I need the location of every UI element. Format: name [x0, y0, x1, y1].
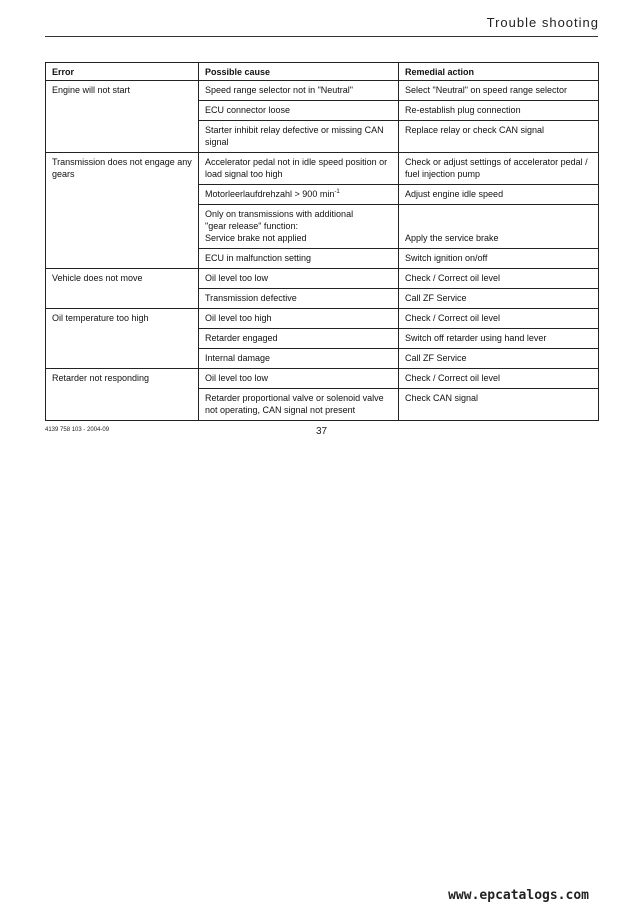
cause-cell: [199, 185, 399, 205]
action-cell: Check / Correct oil level: [399, 369, 599, 389]
action-cell: Apply the service brake: [399, 205, 599, 249]
cause-text: Motorleerlaufdrehzahl > 900 min: [205, 189, 335, 199]
table-row: [46, 369, 599, 389]
document-number: 4139 758 103 - 2004-09: [45, 427, 110, 433]
cause-cell: Accelerator pedal not in idle speed position or load signal too high: [199, 153, 399, 185]
cause-line: Only on transmissions with additional: [205, 209, 354, 219]
action-cell: Select "Neutral" on speed range selector: [399, 81, 599, 101]
error-cell: Engine will not start: [46, 81, 199, 153]
cause-line: Service brake not applied: [205, 233, 307, 243]
action-cell: Re-establish plug connection: [399, 101, 599, 121]
cause-cell: Oil level too high: [199, 309, 399, 329]
cause-cell: Retarder proportional valve or solenoid valve not operating, CAN signal not present: [199, 389, 399, 421]
error-cell: Vehicle does not move: [46, 269, 199, 309]
troubleshooting-table: [45, 62, 599, 421]
cause-cell: ECU in malfunction setting: [199, 249, 399, 269]
action-cell: Call ZF Service: [399, 289, 599, 309]
error-cell: Transmission does not engage any gears: [46, 153, 199, 269]
watermark-url: www.epcatalogs.com: [448, 888, 589, 903]
error-cell: Retarder not responding: [46, 369, 199, 421]
cause-cell: Retarder engaged: [199, 329, 399, 349]
cause-cell: Internal damage: [199, 349, 399, 369]
error-cell: Oil temperature too high: [46, 309, 199, 369]
column-header-error: Error: [46, 63, 199, 81]
action-cell: Call ZF Service: [399, 349, 599, 369]
column-header-action: Remedial action: [399, 63, 599, 81]
action-cell: Replace relay or check CAN signal: [399, 121, 599, 153]
cause-cell: Starter inhibit relay defective or missing CAN signal: [199, 121, 399, 153]
table-row: [46, 153, 599, 185]
table-row: [46, 269, 599, 289]
action-cell: Switch ignition on/off: [399, 249, 599, 269]
cause-cell: Oil level too low: [199, 269, 399, 289]
header-divider: [45, 36, 598, 37]
table-row: [46, 309, 599, 329]
action-cell: Switch off retarder using hand lever: [399, 329, 599, 349]
table-header-row: [46, 63, 599, 81]
cause-line: "gear release" function:: [205, 221, 298, 231]
cause-cell: [199, 205, 399, 249]
cause-cell: Oil level too low: [199, 369, 399, 389]
page-title: Trouble shooting: [486, 15, 599, 30]
action-cell: Check / Correct oil level: [399, 309, 599, 329]
table-row: [46, 81, 599, 101]
action-cell: Adjust engine idle speed: [399, 185, 599, 205]
page-number: 37: [316, 426, 328, 437]
action-cell: Check CAN signal: [399, 389, 599, 421]
cause-cell: Speed range selector not in "Neutral": [199, 81, 399, 101]
column-header-cause: Possible cause: [199, 63, 399, 81]
action-cell: Check or adjust settings of accelerator pedal / fuel injection pump: [399, 153, 599, 185]
cause-cell: Transmission defective: [199, 289, 399, 309]
action-cell: Check / Correct oil level: [399, 269, 599, 289]
cause-cell: ECU connector loose: [199, 101, 399, 121]
superscript-exponent: -1: [334, 189, 340, 195]
